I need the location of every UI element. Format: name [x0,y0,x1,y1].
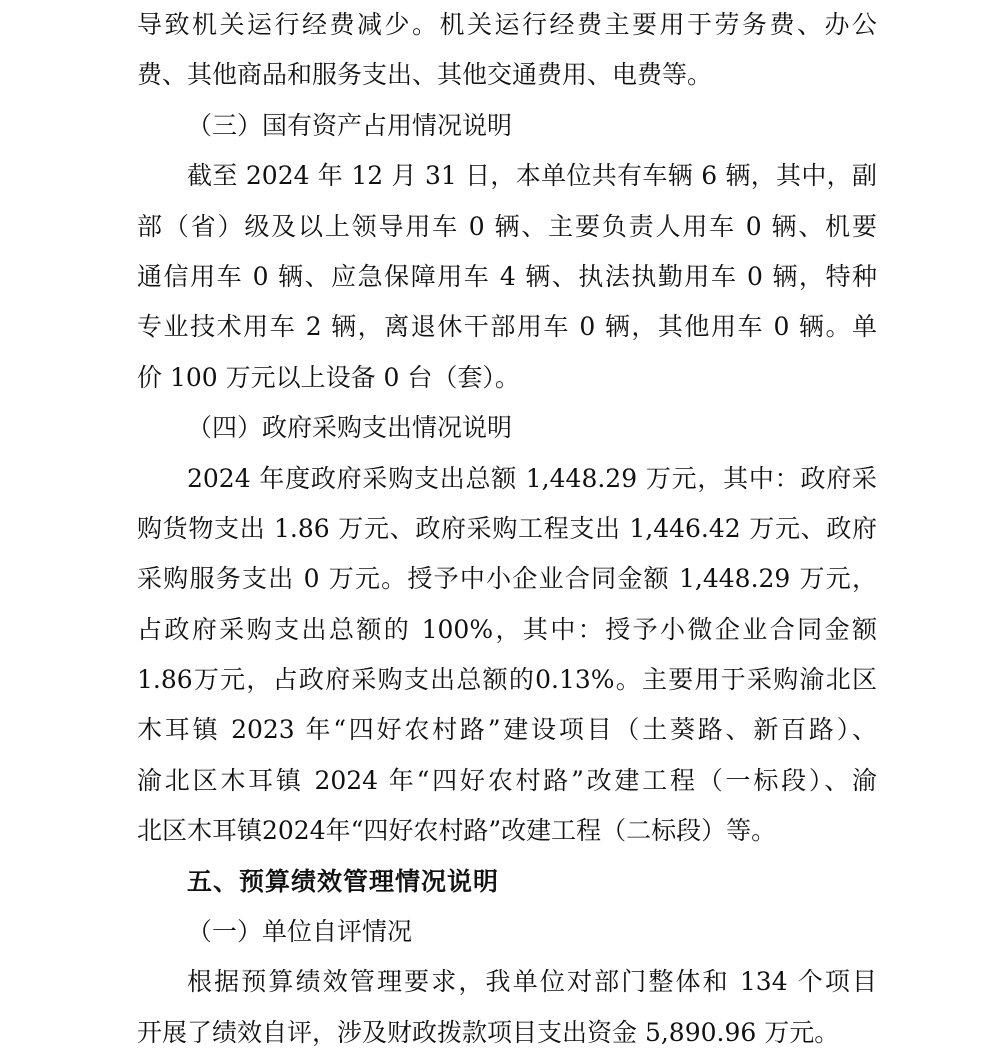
paragraph-line: 购货物支出 1.86 万元、政府采购工程支出 1,446.42 万元、政府 [137,513,877,543]
paragraph-line: 截至 2024 年 12 月 31 日，本单位共有车辆 6 辆，其中，副 [187,161,877,191]
section-heading-performance: 五、预算绩效管理情况说明 [187,866,500,896]
paragraph-line: 采购服务支出 0 万元。授予中小企业合同金额 1,448.29 万元， [137,564,877,594]
paragraph-line: 占政府采购支出总额的 100%，其中：授予小微企业合同金额 [137,614,877,644]
paragraph-line: 北区木耳镇2024年“四好农村路”改建工程（二标段）等。 [137,816,777,846]
paragraph-line: 专业技术用车 2 辆，离退休干部用车 0 辆，其他用车 0 辆。单 [137,312,877,342]
paragraph-line: 2024 年度政府采购支出总额 1,448.29 万元，其中：政府采 [187,463,877,493]
paragraph-line: 费、其他商品和服务支出、其他交通费用、电费等。 [137,60,713,90]
subsection-heading-self-evaluation: （一）单位自评情况 [187,917,413,947]
paragraph-line: 价 100 万元以上设备 0 台（套）。 [137,362,520,392]
paragraph-line: 部（省）级及以上领导用车 0 辆、主要负责人用车 0 辆、机要 [137,211,877,241]
paragraph-line: 渝北区木耳镇 2024 年“四好农村路”改建工程（一标段）、渝 [137,765,877,795]
document-page [137,0,877,1058]
paragraph-line: 导致机关运行经费减少。机关运行经费主要用于劳务费、办公 [137,10,877,39]
paragraph-line: 根据预算绩效管理要求，我单位对部门整体和 134 个项目 [187,967,877,997]
paragraph-line: 开展了绩效自评，涉及财政拨款项目支出资金 5,890.96 万元。 [137,1017,840,1047]
section-heading-procurement: （四）政府采购支出情况说明 [187,413,513,443]
paragraph-line: 1.86万元，占政府采购支出总额的0.13%。主要用于采购渝北区 [137,665,877,695]
section-heading-assets: （三）国有资产占用情况说明 [187,110,513,140]
paragraph-line: 木耳镇 2023 年“四好农村路”建设项目（土葵路、新百路）、 [137,715,877,745]
paragraph-line: 通信用车 0 辆、应急保障用车 4 辆、执法执勤用车 0 辆，特种 [137,261,877,291]
